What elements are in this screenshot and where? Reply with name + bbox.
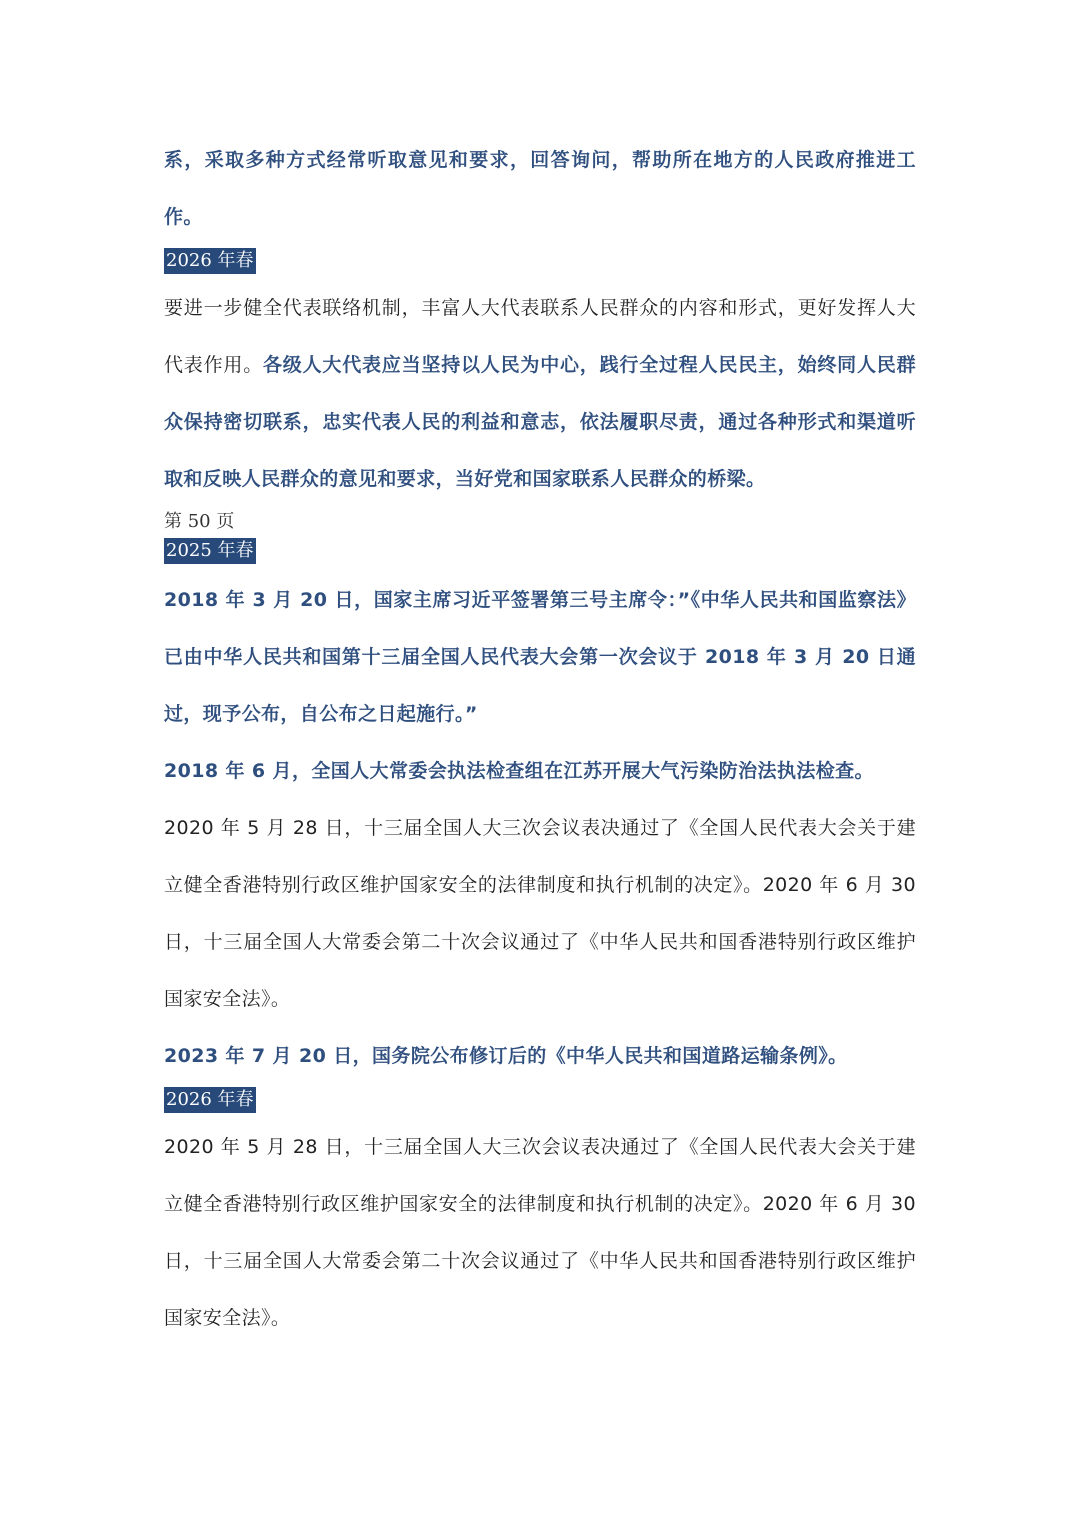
paragraph-hk-national-security: 2020 年 5 月 28 日，十三届全国人大三次会议表决通过了《全国人民代表大会关于建立健全香港特别行政区维护国家安全的法律制度和执行机制的决定》。2020 年 6 月 30 日，十三届全国人大常委会第二十次会议通过了《中华人民共和国香港特别行政区维护国家安全法》。 [164, 817, 916, 1010]
year-tag-row [164, 1085, 916, 1115]
paragraph-liaison-mechanism [164, 280, 916, 508]
document-content [164, 132, 916, 1347]
paragraph-hk-national-security-repeat: 2020 年 5 月 28 日，十三届全国人大三次会议表决通过了《全国人民代表大会关于建立健全香港特别行政区维护国家安全的法律制度和执行机制的决定》。2020 年 6 月 30 日，十三届全国人大常委会第二十次会议通过了《中华人民共和国香港特别行政区维护国家安全法》。 [164, 1136, 916, 1329]
paragraph-road-transport-regulation: 2023 年 7 月 20 日，国务院公布修订后的《中华人民共和国道路运输条例》。 [164, 1045, 848, 1067]
paragraph-supervision-law: 2018 年 3 月 20 日，国家主席习近平签署第三号主席令：”《中华人民共和国监察法》已由中华人民共和国第十三届全国人民代表大会第一次会议于 2018 年 3 月 20 日通过，现予公布，自公布之日起施行。” [164, 589, 916, 725]
year-tag-2026-spring-second: 2026 年春 [164, 1087, 256, 1113]
year-tag-2025-spring: 2025 年春 [164, 538, 256, 564]
paragraph-air-pollution-inspection: 2018 年 6 月，全国人大常委会执法检查组在江苏开展大气污染防治法执法检查。 [164, 760, 874, 782]
page-number-label: 第 50 页 [164, 511, 235, 532]
paragraph-representatives-duties: 系，采取多种方式经常听取意见和要求，回答询问，帮助所在地方的人民政府推进工作。 [164, 149, 916, 228]
paragraph-liaison-bold: 各级人大代表应当坚持以人民为中心，践行全过程人民民主，始终同人民群众保持密切联系，忠实代表人民的利益和意志，依法履职尽责，通过各种形式和渠道听取和反映人民群众的意见和要求，当好党和国家联系人民群众的桥梁。 [164, 354, 916, 490]
year-tag-row [164, 246, 916, 276]
paragraph-liaison-plain: 要进一步健全代表联络机制，丰富人大代表联系人民群众的内容和形式，更好发挥人大代表作用。 [164, 297, 916, 376]
year-tag-2026-spring: 2026 年春 [164, 248, 256, 274]
year-tag-row [164, 536, 916, 566]
